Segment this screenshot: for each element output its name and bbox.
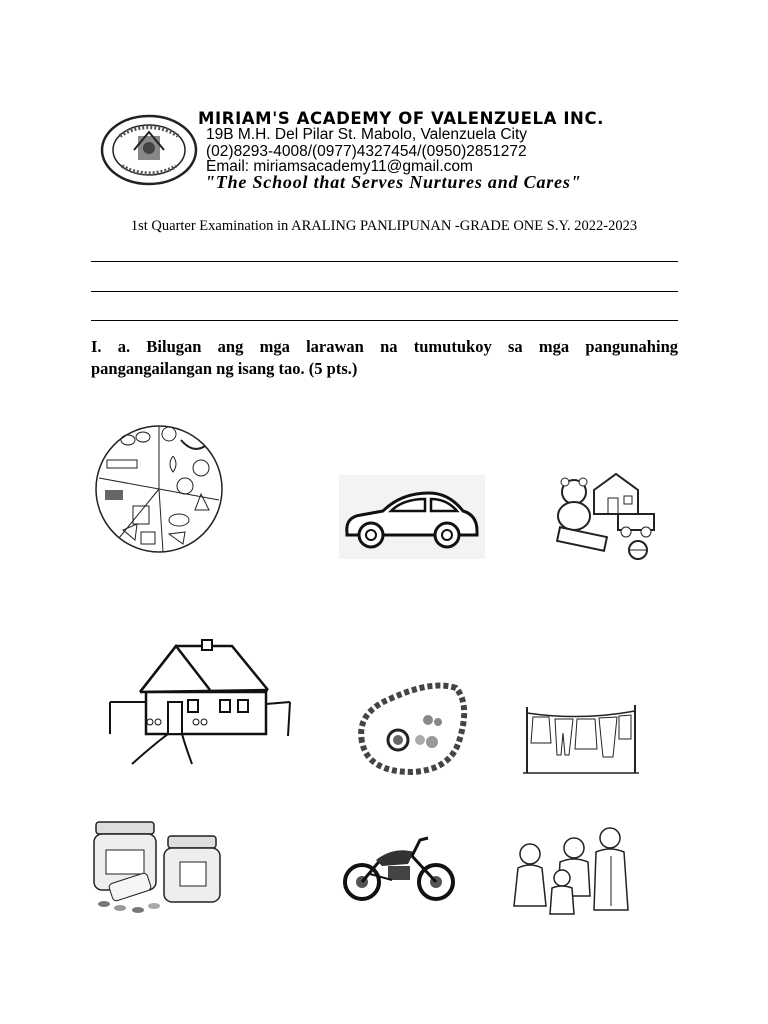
toys-icon[interactable] <box>544 464 664 560</box>
exam-title: 1st Quarter Examination in ARALING PANLIPUNAN -GRADE ONE S.Y. 2022-2023 <box>130 218 638 234</box>
family-icon[interactable] <box>512 826 632 918</box>
instruction-text <box>91 336 678 380</box>
school-seal-logo <box>100 114 198 186</box>
instruction-line-1: I. a. Bilugan ang mga larawan na tumutukoy sa mga pangunahing <box>91 337 678 356</box>
section-line[interactable] <box>91 291 678 292</box>
school-motto: "The School that Serves Nurtures and Cares" <box>205 172 582 192</box>
motorcycle-icon[interactable] <box>342 834 458 902</box>
name-line[interactable] <box>91 261 678 262</box>
jewelry-icon[interactable] <box>352 672 472 778</box>
food-plate-icon[interactable] <box>93 420 225 558</box>
school-email: Email: miriamsacademy11@gmail.com <box>206 158 473 175</box>
medicine-icon[interactable] <box>92 816 222 916</box>
clothes-icon[interactable] <box>521 703 641 777</box>
date-line[interactable] <box>91 320 678 321</box>
instruction-line-2: pangangailangan ng isang tao. (5 pts.) <box>91 359 358 378</box>
school-phones: (02)8293-4008/(0977)4327454/(0950)2851272 <box>206 143 527 160</box>
house-icon[interactable] <box>92 636 304 772</box>
school-address: 19B M.H. Del Pilar St. Mabolo, Valenzuela City <box>206 126 528 143</box>
school-name: MIRIAM'S ACADEMY OF VALENZUELA INC. <box>198 109 605 128</box>
car-icon[interactable] <box>339 475 485 559</box>
